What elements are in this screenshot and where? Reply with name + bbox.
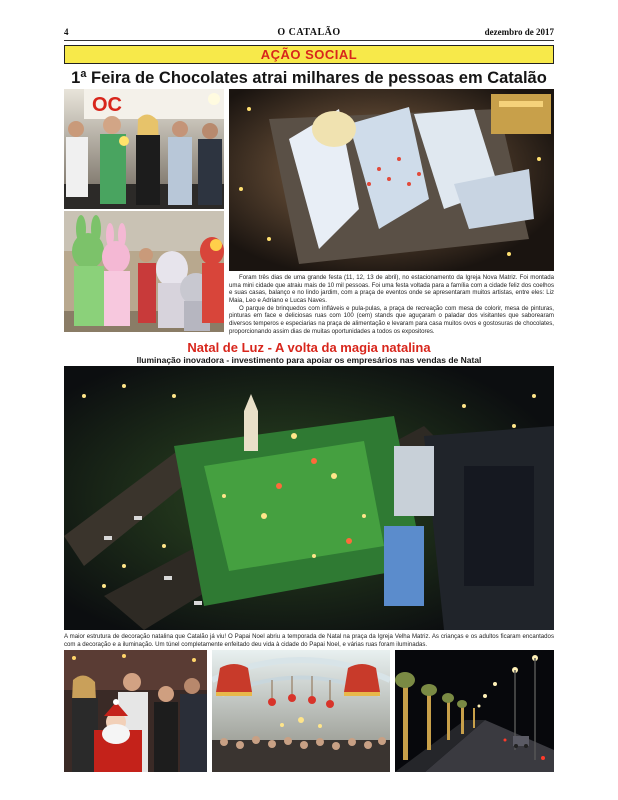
fair-aerial-photo (229, 89, 554, 271)
header-rule (64, 40, 554, 41)
article2-caption: A maior estrutura de decoração natalina que Catalão já viu! O Papai Noel abriu a temporada de Natal na praça da Igreja Velha Matriz. As crianças e os adultos ficaram encantados com a decoração e a iluminação. Um túnel completamente enfeitado deu vida à cidade do Papai Noel, e várias ruas foram iluminadas. (64, 633, 554, 648)
night-street-photo (395, 650, 554, 772)
ceremony-photo (64, 89, 224, 209)
article2-title: Natal de Luz - A volta da magia natalina (187, 340, 431, 355)
svg-text:OC: OC (92, 94, 122, 116)
newspaper-name: O CATALÃO (277, 27, 341, 38)
article1-paragraph-2: O parque de brinquedos com infláveis e pula-pulas, a praça de recreação com mesa de colorir, mesa de pinturas, pinturas em face e deliciosas ruas com 100 (cem) stands que aguçaram o paladar dos visitantes que saborearam diversos temperos e especiarias na praça de alimentação e levaram para casa muitos ovos e gostosuras de chocolates, proporcionando assim dias de muitas oportunidades a todos os expositores. (229, 304, 554, 335)
mascots-photo (64, 211, 224, 332)
christmas-tunnel-photo (212, 650, 390, 772)
article-headline: 1ª Feira de Chocolates atrai milhares de pessoas em Catalão (71, 69, 547, 87)
page-number: 4 (64, 27, 69, 37)
issue-date: dezembro de 2017 (484, 27, 554, 37)
page-header (64, 27, 554, 41)
christmas-square-aerial-photo (64, 366, 554, 630)
section-label: AÇÃO SOCIAL (260, 47, 358, 62)
article2-subtitle: Iluminação inovadora - investimento para apoiar os empresários nas vendas de Natal (136, 355, 482, 365)
article1-paragraph-1: Foram três dias de uma grande festa (11, 12, 13 de abril), no estacionamento da Igreja Nova Matriz. Foi montada uma mini cidade que atraiu mais de 10 mil pessoas. Foi uma festa voltada para a família com a cidade feliz dos coelhos e suas casas, balanço e no lindo jardim, com a praça de eventos onde se apresentaram muitos artistas, entre eles: Liz Maia, Leo e Adriano e Lucas Naves. (229, 274, 554, 304)
santa-family-photo (64, 650, 207, 772)
section-band (64, 45, 554, 64)
article1-caption (229, 274, 554, 336)
